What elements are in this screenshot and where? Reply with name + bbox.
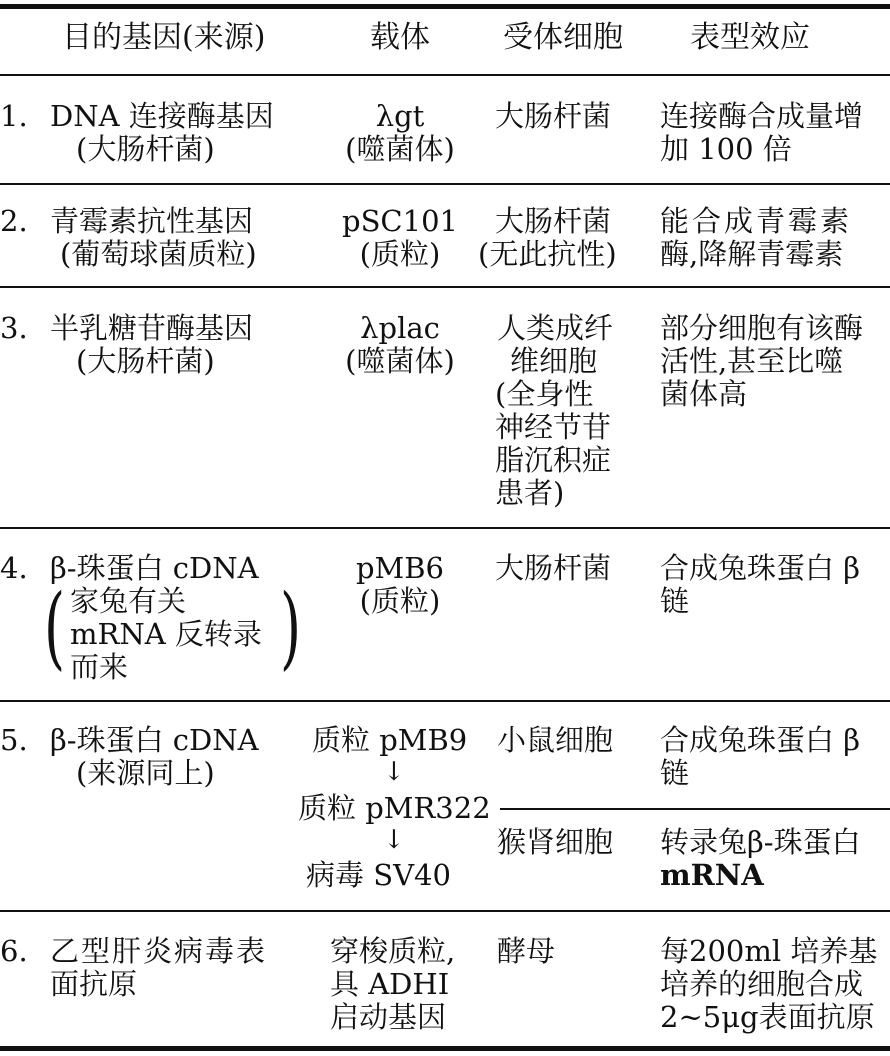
- vector-line: λgt: [375, 99, 425, 133]
- host-line: 维细胞: [510, 344, 598, 378]
- host-line: 小鼠细胞: [497, 723, 614, 757]
- effect-line: 合成兔珠蛋白 β: [660, 551, 860, 585]
- host-line: 猴肾细胞: [497, 825, 614, 859]
- gene-note-line: 家兔有关: [70, 584, 187, 618]
- vector-line: 具 ADHI: [330, 967, 450, 1001]
- top-rule: [0, 4, 890, 9]
- host-line: 患者): [495, 476, 565, 510]
- vector-line: pMB6: [355, 551, 445, 585]
- host-line: 酵母: [497, 934, 556, 968]
- effect-line: 菌体高: [660, 377, 748, 411]
- row-divider-5: [0, 910, 890, 912]
- header-vector: 载体: [370, 20, 430, 55]
- gene-line: β-珠蛋白 cDNA: [50, 723, 259, 757]
- host-line: (全身性: [495, 377, 594, 411]
- gene-source-line: (大肠杆菌): [76, 344, 215, 378]
- vector-line: (噬菌体): [345, 132, 455, 166]
- effect-line: 培养的细胞合成: [660, 967, 864, 1001]
- gene-source-line: (大肠杆菌): [76, 132, 215, 166]
- row-divider-2: [0, 286, 890, 288]
- effect-line: mRNA: [660, 858, 764, 892]
- host-line: 大肠杆菌: [495, 551, 612, 585]
- row-number: 2.: [0, 204, 28, 238]
- gene-source-line: (葡萄球菌质粒): [60, 237, 257, 271]
- row-divider-1: [0, 183, 890, 185]
- effect-line: 链: [660, 584, 690, 618]
- row-number: 4.: [0, 551, 28, 585]
- effect-line: 2~5μg表面抗原: [660, 1000, 875, 1034]
- vector-line: 质粒 pMB9: [312, 723, 468, 757]
- vector-line: pSC101: [342, 204, 458, 238]
- row-divider-4: [0, 700, 890, 702]
- connector-line: [500, 808, 890, 810]
- gene-line: 面抗原: [50, 967, 138, 1001]
- header-host-cell: 受体细胞: [503, 20, 623, 55]
- host-line: 人类成纤: [497, 311, 614, 345]
- gene-source-line: (来源同上): [76, 756, 215, 790]
- gene-line: 青霉素抗性基因: [50, 204, 254, 238]
- gene-line: DNA 连接酶基因: [50, 99, 274, 133]
- gene-line: 乙型肝炎病毒表: [50, 934, 268, 968]
- effect-line: 连接酶合成量增: [660, 99, 864, 133]
- vector-line: λplac: [360, 311, 440, 345]
- bottom-rule: [0, 1046, 890, 1051]
- effect-line: 链: [660, 756, 690, 790]
- gene-line: 半乳糖苷酶基因: [50, 311, 254, 345]
- header-phenotype: 表型效应: [690, 20, 810, 55]
- row-number: 3.: [0, 311, 28, 345]
- host-line: 脂沉积症: [495, 443, 612, 477]
- effect-line: 合成兔珠蛋白 β: [660, 723, 860, 757]
- down-arrow-icon: ↓: [383, 757, 405, 787]
- row-number: 1.: [0, 99, 28, 133]
- vector-line: 启动基因: [330, 1000, 447, 1034]
- gene-note-line: mRNA 反转录: [70, 617, 262, 651]
- down-arrow-icon: ↓: [383, 825, 405, 855]
- row-number: 5.: [0, 723, 28, 757]
- vector-line: (质粒): [359, 237, 441, 271]
- vector-line: (质粒): [359, 584, 441, 618]
- vector-line: 病毒 SV40: [306, 858, 451, 892]
- vector-line: (噬菌体): [345, 344, 455, 378]
- effect-line: 每200ml 培养基: [660, 934, 878, 968]
- host-line: (无此抗性): [478, 237, 617, 271]
- row-divider-3: [0, 527, 890, 529]
- effect-line: 部分细胞有该酶: [660, 311, 864, 345]
- host-line: 大肠杆菌: [495, 99, 612, 133]
- left-brace: (: [44, 575, 66, 680]
- effect-line: 酶,降解青霉素: [660, 237, 844, 271]
- effect-line: 能合成青霉素: [660, 204, 853, 238]
- gene-line: β-珠蛋白 cDNA: [50, 551, 259, 585]
- vector-line: 质粒 pMR322: [298, 791, 491, 825]
- host-line: 神经节苷: [495, 410, 612, 444]
- right-brace: ): [280, 575, 302, 680]
- vector-line: 穿梭质粒,: [330, 934, 456, 968]
- gene-note-line: 而来: [70, 650, 129, 684]
- effect-line: 活性,甚至比噬: [660, 344, 844, 378]
- effect-line: 加 100 倍: [660, 132, 792, 166]
- effect-line: 转录兔β-珠蛋白: [660, 825, 861, 859]
- header-rule: [0, 74, 890, 76]
- row-number: 6.: [0, 934, 28, 968]
- header-gene-source: 目的基因(来源): [62, 20, 266, 55]
- host-line: 大肠杆菌: [495, 204, 612, 238]
